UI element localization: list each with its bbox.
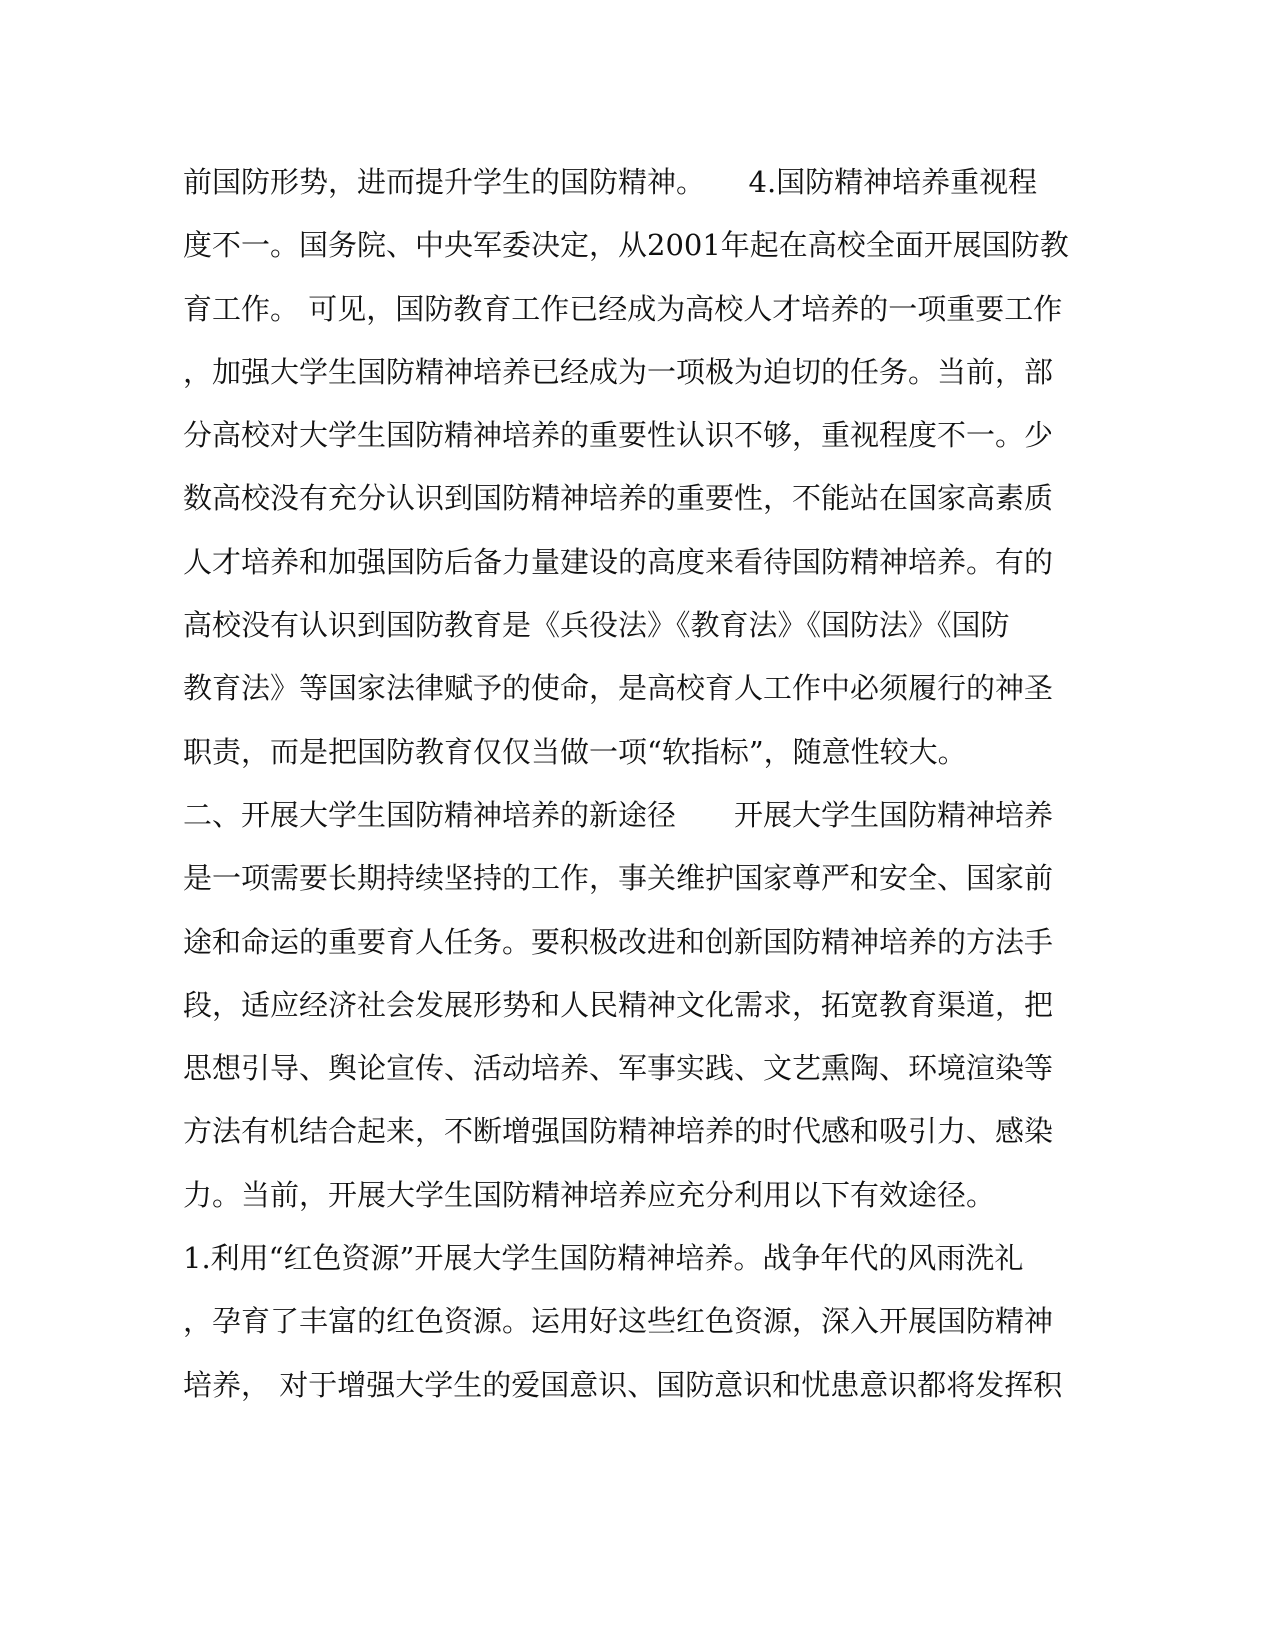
text-line: 1.利用“红色资源”开展大学生国防精神培养。战争年代的风雨洗礼 bbox=[183, 1241, 1024, 1276]
text-line: ，加强大学生国防精神培养已经成为一项极为迫切的任务。当前，部 bbox=[183, 354, 1054, 389]
text-line: 是一项需要长期持续坚持的工作，事关维护国家尊严和安全、国家前 bbox=[183, 861, 1054, 896]
text-line: ，孕育了丰富的红色资源。运用好这些红色资源，深入开展国防精神 bbox=[183, 1304, 1054, 1339]
text-line: 前国防形势，进而提升学生的国防精神。 4.国防精神培养重视程 bbox=[183, 165, 1038, 199]
text-line: 数高校没有充分认识到国防精神培养的重要性，不能站在国家高素质 bbox=[183, 481, 1054, 516]
text-line: 思想引导、舆论宣传、活动培养、军事实践、文艺熏陶、环境渲染等 bbox=[183, 1051, 1054, 1086]
text-line: 力。当前，开展大学生国防精神培养应充分利用以下有效途径。 bbox=[183, 1177, 996, 1212]
text-line: 段，适应经济社会发展形势和人民精神文化需求，拓宽教育渠道，把 bbox=[183, 987, 1054, 1022]
body-text bbox=[183, 160, 1069, 1426]
text-line: 培养， 对于增强大学生的爱国意识、国防意识和忧患意识都将发挥积 bbox=[183, 1367, 1063, 1402]
text-line: 育工作。 可见，国防教育工作已经成为高校人才培养的一项重要工作 bbox=[183, 291, 1063, 326]
section-heading-line: 二、开展大学生国防精神培养的新途径 开展大学生国防精神培养 bbox=[183, 797, 1054, 832]
text-line: 人才培养和加强国防后备力量建设的高度来看待国防精神培养。有的 bbox=[183, 544, 1054, 579]
text-line: 度不一。国务院、中央军委决定，从2001年起在高校全面开展国防教 bbox=[183, 228, 1069, 263]
text-line: 职责，而是把国防教育仅仅当做一项“软指标”，随意性较大。 bbox=[183, 734, 967, 769]
text-line: 分高校对大学生国防精神培养的重要性认识不够，重视程度不一。少 bbox=[183, 418, 1054, 453]
text-line: 方法有机结合起来，不断增强国防精神培养的时代感和吸引力、感染 bbox=[183, 1114, 1054, 1149]
text-line: 教育法》等国家法律赋予的使命，是高校育人工作中必须履行的神圣 bbox=[183, 671, 1054, 706]
text-line: 高校没有认识到国防教育是《兵役法》《教育法》《国防法》《国防 bbox=[183, 608, 1010, 643]
text-line: 途和命运的重要育人任务。要积极改进和创新国防精神培养的方法手 bbox=[183, 924, 1054, 959]
